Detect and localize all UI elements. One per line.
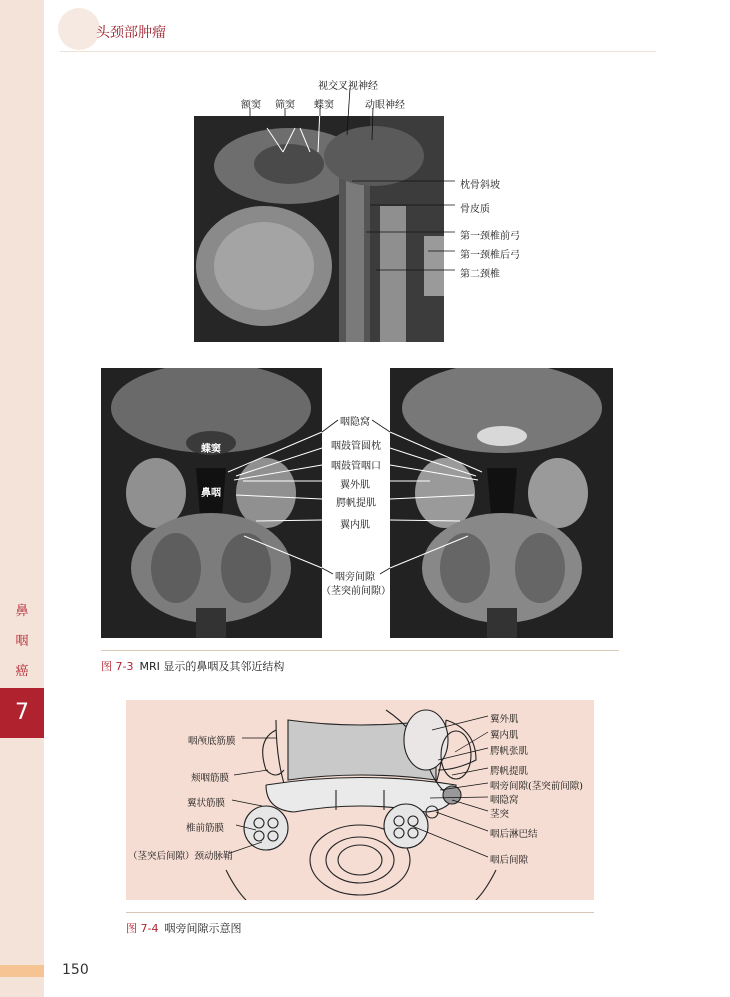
coronal-mri-right	[390, 368, 613, 638]
header-logo-circle	[58, 8, 100, 50]
label-levator-veli-palatini: 腭帆提肌	[336, 498, 376, 509]
label-pharyngeal-recess: 咽隐窝	[340, 417, 370, 428]
label-prevertebral-fascia: 椎前筋膜	[186, 823, 225, 834]
label-ethmoid-sinus: 筛窦	[275, 100, 295, 111]
label-recess-diagram: 咽隐窝	[490, 795, 519, 806]
label-lateral-pterygoid: 翼外肌	[340, 480, 370, 491]
figure-7-3-number: 图 7-3	[101, 660, 134, 673]
label-pharyngobasilar-fascia: 咽颅底筋膜	[188, 736, 236, 747]
label-tensor-veli-palatini: 腭帆张肌	[490, 746, 529, 757]
sagittal-mri-image	[194, 116, 444, 342]
label-medial-pterygoid: 翼内肌	[340, 520, 370, 531]
label-sphenoid-sinus-mri: 蝶窦	[201, 444, 221, 455]
chapter-title-char-1: 鼻	[15, 604, 29, 619]
figure-7-3-caption	[101, 658, 284, 674]
chapter-title-char-3: 癌	[15, 664, 29, 679]
label-optic-chiasm: 视交叉视神经	[318, 81, 378, 92]
header-rule	[60, 51, 656, 52]
label-retropharyngeal-space: 咽后间隙	[490, 855, 529, 866]
label-prestyloid-space: （茎突前间隙）	[321, 586, 391, 597]
caption-rule-7-3	[101, 650, 619, 651]
figure-7-4-caption	[126, 920, 241, 936]
label-retropharyngeal-node: 咽后淋巴结	[490, 829, 538, 840]
label-clivus: 枕骨斜坡	[460, 180, 500, 191]
chapter-number-badge: 7	[0, 688, 44, 738]
chapter-title-char-2: 咽	[15, 634, 29, 649]
label-alar-fascia: 翼状筋膜	[187, 798, 226, 809]
running-header: 头颈部肿瘤	[96, 25, 166, 41]
label-atlas-posterior-arch: 第一颈椎后弓	[460, 250, 520, 261]
label-eustachian-orifice: 咽鼓管咽口	[331, 461, 381, 472]
label-medial-pterygoid-diagram: 翼内肌	[490, 730, 519, 741]
label-frontal-sinus: 额窦	[241, 100, 261, 111]
label-prestyloid-diagram: 咽旁间隙(茎突前间隙)	[490, 781, 583, 792]
label-buccopharyngeal-fascia: 颊咽筋膜	[191, 773, 230, 784]
label-sphenoid-sinus: 蝶窦	[314, 100, 334, 111]
figure-7-3-caption-text: MRI 显示的鼻咽及其邻近结构	[139, 660, 285, 673]
figure-7-4-caption-text: 咽旁间隙示意图	[164, 922, 242, 935]
label-axis: 第二颈椎	[460, 269, 500, 280]
label-styloid: 茎突	[490, 809, 510, 820]
label-nasopharynx-mri: 鼻咽	[201, 488, 221, 499]
label-cortical-bone: 骨皮质	[460, 204, 490, 215]
coronal-mri-left	[101, 368, 322, 638]
caption-rule-7-4	[126, 912, 594, 913]
label-lateral-pterygoid-diagram: 翼外肌	[490, 714, 519, 725]
label-levator-veli-palatini-diagram: 腭帆提肌	[490, 766, 529, 777]
label-carotid-sheath: （茎突后间隙）颈动脉鞘	[128, 851, 233, 862]
label-torus-tubarius: 咽鼓管圆枕	[331, 441, 381, 452]
page-number-bar	[0, 965, 44, 977]
label-parapharyngeal-space: 咽旁间隙	[335, 572, 375, 583]
label-oculomotor-nerve: 动眼神经	[365, 100, 405, 111]
label-atlas-anterior-arch: 第一颈椎前弓	[460, 231, 520, 242]
figure-7-4-number: 图 7-4	[126, 922, 159, 935]
page-number: 150	[62, 962, 89, 978]
chapter-sidebar	[0, 0, 44, 997]
